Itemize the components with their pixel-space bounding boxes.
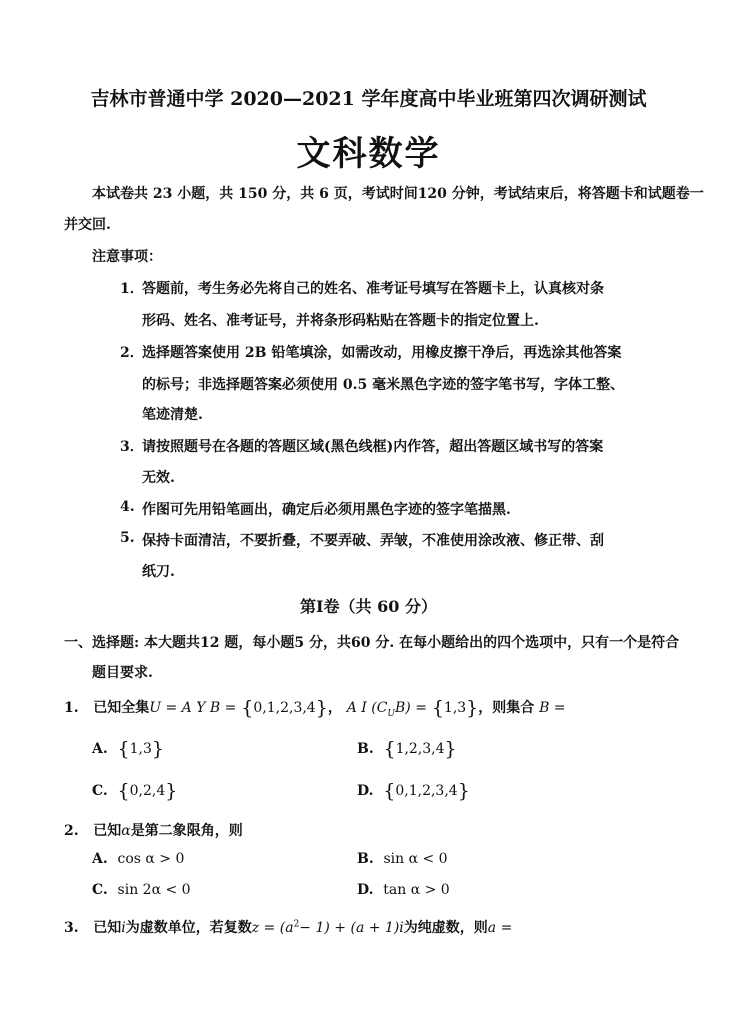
- notes-heading: 注意事项：: [92, 249, 162, 265]
- note-line: 答题前，考生务必先将自己的姓名、准考证号填写在答题卡上，认真核对条: [142, 281, 604, 297]
- option-label: B.: [357, 851, 374, 867]
- math-expression: a =: [487, 920, 513, 936]
- option-b: [357, 851, 448, 867]
- option-b: B. {1,2,3,4}: [357, 738, 457, 760]
- note-line: 请按照题号在各题的答题区域(黑色线框)内作答，超出答题区域书写的答案: [142, 439, 604, 455]
- note-number: 2．: [120, 345, 144, 361]
- note-line: 纸刀.: [142, 564, 175, 580]
- option-label: A.: [92, 741, 108, 757]
- question-3: 3. 已知i为虚数单位，若复数$z = (a^2- 1) + (a + 1)i$为纯虚数，则a =: [64, 919, 513, 936]
- exam-title: 吉林市普通中学 2020—2021 学年度高中毕业班第四次调研测试: [90, 88, 647, 110]
- question-text: ，则集合: [478, 700, 535, 716]
- question-text: 已知: [93, 823, 122, 839]
- note-line: 的标号；非选择题答案必须使用 0.5 毫米黑色字迹的签字笔书写，字体工整、: [142, 377, 625, 393]
- note-number: 5.: [120, 530, 135, 546]
- math-expression: A I (C: [346, 700, 388, 716]
- option-d: D. {0,1,2,3,4}: [357, 780, 470, 802]
- option-label: C.: [92, 882, 108, 898]
- math-variable: α: [121, 823, 131, 839]
- section-title: 第Ⅰ卷（共 60 分）: [300, 597, 437, 616]
- option-label: D.: [357, 783, 374, 799]
- question-text: 已知全集: [93, 700, 150, 716]
- math-expression: − 1) + (a + 1)i: [299, 920, 404, 936]
- question-number: 2.: [64, 823, 79, 839]
- option-value: 0,1,2,3,4: [395, 783, 458, 799]
- subject-title: 文科数学: [296, 134, 441, 174]
- set-expression: 1,3: [443, 700, 467, 716]
- option-value: 0,2,4: [129, 783, 166, 799]
- option-value: cos α > 0: [117, 851, 185, 867]
- section-instructions-2: 题目要求.: [92, 665, 153, 681]
- option-label: D.: [357, 882, 374, 898]
- option-value: tan α > 0: [383, 882, 450, 898]
- note-number: 4.: [120, 499, 135, 515]
- option-value: sin α < 0: [383, 851, 448, 867]
- option-a: [92, 851, 184, 867]
- option-label: A.: [92, 851, 108, 867]
- question-2: [64, 820, 243, 840]
- question-text: 为纯虚数，则: [403, 920, 488, 936]
- question-number: 1.: [64, 700, 79, 716]
- option-value: 1,3: [129, 741, 152, 757]
- option-c: [92, 882, 191, 898]
- note-number: 3．: [120, 439, 144, 455]
- option-value: 1,2,3,4: [395, 741, 445, 757]
- note-number: 1．: [120, 281, 144, 297]
- math-expression: B =: [539, 700, 566, 716]
- note-line: 保持卡面清洁，不要折叠，不要弄破、弄皱，不准使用涂改液、修正带、刮: [142, 533, 604, 549]
- option-label: B.: [357, 741, 374, 757]
- math-expression: B) =: [395, 700, 427, 716]
- note-line: 笔迹清楚.: [142, 407, 203, 423]
- option-a: A. {1,3}: [92, 738, 164, 760]
- option-d: [357, 882, 450, 898]
- option-label: C.: [92, 783, 108, 799]
- section-instructions-1: 一、选择题: 本大题共12 题，每小题5 分，共60 分. 在每小题给出的四个选项中，只有一个是符合: [64, 635, 680, 651]
- option-value: sin 2α < 0: [117, 882, 191, 898]
- question-text: 是第二象限角，则: [130, 823, 243, 839]
- math-expression: U = A Y B =: [149, 700, 237, 716]
- question-text: 为虚数单位，若复数: [125, 920, 252, 936]
- intro-line-2: 并交回.: [64, 217, 111, 233]
- question-text: 已知: [93, 920, 122, 936]
- set-expression: 0,1,2,3,4: [253, 700, 316, 716]
- note-line: 无效.: [142, 470, 175, 486]
- math-expression: z = (a: [251, 920, 294, 936]
- intro-line-1: 本试卷共 23 小题，共 150 分，共 6 页，考试时间120 分钟，考试结束后，将答题卡和试题卷一: [92, 186, 704, 202]
- question-1: 1. 已知全集U = A Y B = {0,1,2,3,4}， A I $(C_UB) = \{1,3\}$，则集合 B =: [64, 697, 566, 719]
- note-line: 选择题答案使用 2B 铅笔填涂，如需改动，用橡皮擦干净后，再选涂其他答案: [142, 345, 622, 361]
- question-number: 3.: [64, 920, 79, 936]
- note-line: 形码、姓名、准考证号，并将条形码粘贴在答题卡的指定位置上.: [142, 313, 539, 329]
- note-line: 作图可先用铅笔画出，确定后必须用黑色字迹的签字笔描黑.: [142, 502, 511, 518]
- math-variable: i: [121, 920, 126, 936]
- option-c: C. {0,2,4}: [92, 780, 178, 802]
